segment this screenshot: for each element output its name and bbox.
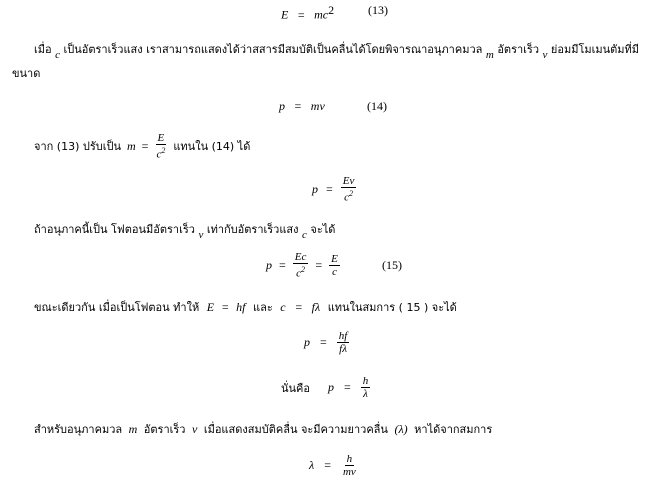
eq13-equals: = — [297, 7, 305, 22]
para5-lambda: (λ) — [394, 422, 408, 436]
equation-p-hf — [304, 330, 349, 355]
para5-text-2: อัตราเร็ว — [143, 423, 186, 436]
eqpev-fraction — [341, 175, 357, 204]
para1-var-c: c — [55, 49, 61, 61]
para4-text-3: แทนในสมการ ( 15 ) จะได้ — [327, 301, 457, 314]
para2-text-1: จาก (13) ปรับเป็น — [34, 140, 121, 154]
eq14-equals: = — [294, 99, 302, 113]
para1-text-2: เป็นอัตราเร็วแสง เราสามารถแสดงได้ว่าสสารมีสมบัติเป็นคลื่นได้โดยพิจารณาอนุภาคมวล — [63, 43, 483, 56]
paragraph-4 — [34, 298, 457, 316]
para2-frac-num: E — [157, 132, 165, 144]
para5-text-1: สำหรับอนุภาคมวล — [34, 423, 123, 436]
equation-14 — [279, 99, 325, 114]
paragraph-3 — [34, 220, 336, 241]
eq15-equals-1: = — [279, 257, 286, 272]
eq15-frac1-num: Ec — [294, 251, 307, 263]
para5-text-3: เมื่อแสดงสมบัติคลื่น จะมีความยาวคลื่น — [203, 423, 388, 436]
eqpev-lhs: p — [312, 181, 318, 196]
eqphf-fraction — [337, 330, 350, 355]
eq14-label: (14) — [367, 99, 387, 113]
para4-expr-1: E = hf — [206, 300, 246, 314]
para3-text-1: ถ้าอนุภาคนี้เป็น โฟตอนมีอัตราเร็ว — [34, 223, 195, 236]
eqphf-equals: = — [320, 335, 327, 349]
para1-text-4: ย่อมมีโมเมนตัมที่มี — [550, 43, 640, 56]
para1-text-1: เมื่อ — [34, 43, 52, 56]
eq14-lhs: p — [279, 99, 285, 113]
para2-var-m: m — [127, 138, 136, 153]
eq15-label: (15) — [382, 258, 402, 272]
para3-text-3: จะได้ — [310, 223, 336, 236]
eq15-frac1-den: $c^2$ — [296, 265, 306, 280]
para2-fraction — [154, 132, 167, 161]
para5-text-4: หาได้จากสมการ — [414, 423, 493, 436]
para5-var-v: v — [191, 422, 198, 436]
para3-var-c: c — [302, 229, 307, 241]
para3-var-v: v — [198, 229, 204, 241]
eqlambda-frac-num: h — [346, 453, 353, 465]
eqlambda-lhs: λ — [309, 458, 315, 472]
equation-p-ev — [312, 175, 356, 204]
eqph-frac-num: h — [362, 375, 369, 387]
para5-var-m: m — [128, 422, 138, 436]
eq14-rhs: mv — [310, 99, 325, 113]
eqpev-frac-den: $c^2$ — [344, 189, 354, 204]
eqpev-frac-num: Ev — [342, 175, 355, 187]
eqph-lhs: p — [328, 380, 335, 394]
eqpev-equals: = — [326, 181, 333, 196]
para4-text-1: ขณะเดียวกัน เมื่อเป็นโฟตอน ทำให้ — [34, 301, 200, 314]
para2-text-2: แทนใน (14) ได้ — [173, 140, 251, 154]
para2-equals: = — [141, 138, 149, 153]
eqph-fraction — [361, 375, 371, 400]
para4-text-2: และ — [253, 301, 273, 314]
paragraph-5 — [34, 420, 492, 438]
eq13-rhs: mc — [314, 7, 329, 22]
eqphf-frac-den: fλ — [339, 343, 347, 355]
eq15-frac2-num: E — [331, 252, 338, 265]
eq13-exp: 2 — [328, 3, 335, 17]
equation-p-h — [281, 375, 370, 400]
eqphf-lhs: p — [304, 335, 310, 349]
eqlambda-fraction — [341, 453, 358, 478]
paragraph-1-line-2: ขนาด — [12, 67, 41, 80]
eqlambda-equals: = — [324, 458, 331, 472]
equation-lambda — [309, 453, 358, 478]
para4-expr-2: c = fλ — [280, 300, 321, 314]
eq15-fraction-2 — [329, 253, 340, 278]
eqph-frac-den: λ — [363, 388, 368, 400]
para2-frac-den: $c^2$ — [156, 146, 166, 161]
para1-var-v: v — [542, 49, 548, 61]
paragraph-1-line-1 — [34, 40, 640, 61]
equation-13 — [281, 3, 334, 23]
equation-15 — [266, 251, 340, 280]
eq15-lhs: p — [266, 257, 272, 272]
eqlambda-frac-den: mv — [342, 466, 356, 478]
eqphf-frac-num: hf — [338, 330, 348, 342]
para3-text-2: เท่ากับอัตราเร็วแสง — [206, 223, 299, 236]
eq13-lhs: E — [281, 7, 289, 22]
eqph-equals: = — [344, 380, 351, 394]
eq15-frac2-den: c — [332, 265, 337, 278]
eqph-prefix: นั่นคือ — [281, 381, 311, 395]
eq13-label: (13) — [368, 3, 388, 17]
eq15-equals-2: = — [315, 257, 323, 272]
para1-text-3: อัตราเร็ว — [497, 43, 539, 56]
paragraph-2 — [34, 132, 250, 161]
para1-var-m: m — [485, 49, 494, 61]
eq15-fraction-1 — [293, 251, 309, 280]
